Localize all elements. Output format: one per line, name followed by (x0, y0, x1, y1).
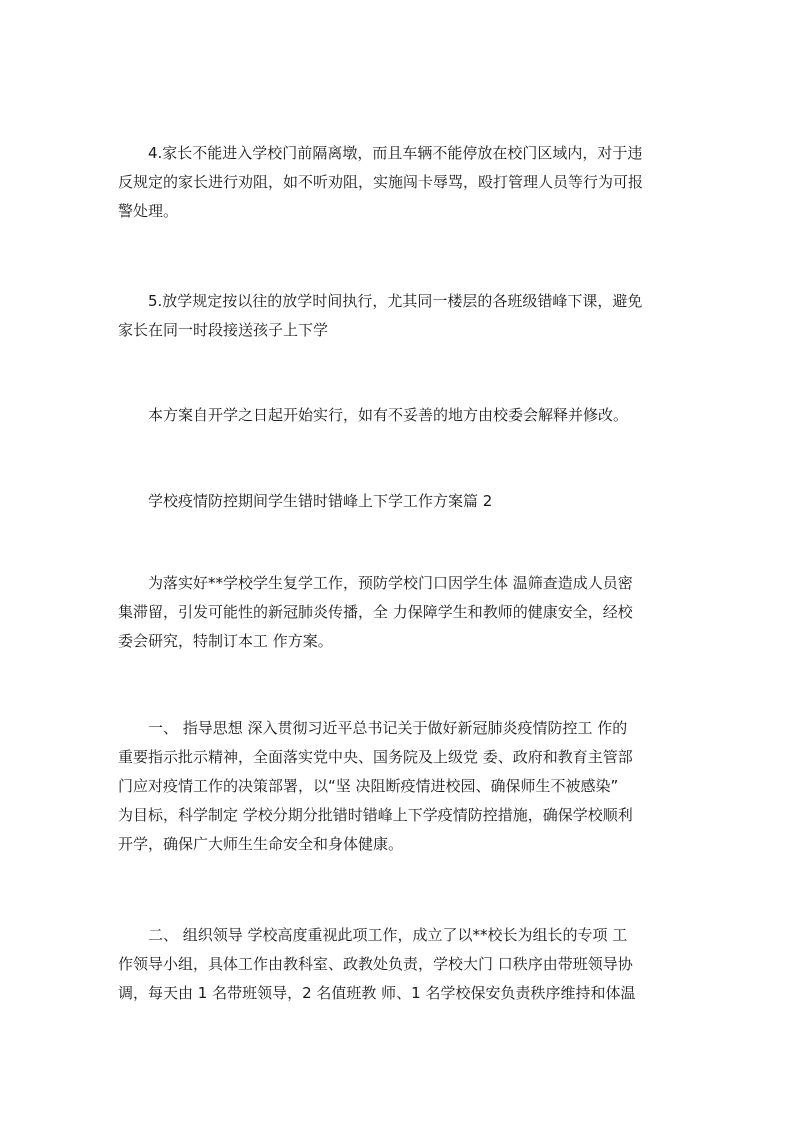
text-line: 集滞留，引发可能性的新冠肺炎传播，全 力保障学生和教师的健康安全，经校 (118, 603, 633, 621)
paragraph-parent-entry-rule (118, 139, 678, 226)
text-line: 二、 组织领导 学校高度重视此项工作，成立了以**校长为组长的专项 工 (148, 926, 628, 944)
text-line: 警处理。 (118, 202, 179, 220)
text-line: 家长在同一时段接送孩子上下学 (118, 321, 329, 339)
section-title: 学校疫情防控期间学生错时错峰上下学工作方案篇 2 (148, 492, 493, 510)
text-line: 委会研究，特制订本工 作方案。 (118, 632, 333, 650)
text-line: 本方案自开学之日起开始实行，如有不妥善的地方由校委会解释并修改。 (148, 406, 629, 424)
text-line: 门应对疫情工作的决策部署，以“坚 决阻断疫情进校园、确保师生不被感染” (118, 777, 619, 795)
text-line: 为落实好**学校学生复学工作，预防学校门口因学生体 温筛查造成人员密 (148, 574, 633, 592)
text-line: 4.家长不能进入学校门前隔离墩，而且车辆不能停放在校门区域内，对于违 (148, 144, 643, 162)
text-line: 为目标，科学制定 学校分期分批错时错峰上下学疫情防控措施，确保学校顺利 (118, 806, 633, 824)
text-line: 反规定的家长进行劝阻，如不听劝阻，实施闯卡辱骂，殴打管理人员等行为可报 (118, 173, 644, 191)
paragraph-dismissal-rule (118, 287, 678, 345)
paragraph-effective-date (118, 401, 678, 430)
text-line: 重要指示批示精神，全面落实党中央、国务院及上级党 委、政府和教育主管部 (118, 748, 633, 766)
text-line: 5.放学规定按以往的放学时间执行，尤其同一楼层的各班级错峰下课，避免 (148, 292, 643, 310)
paragraph-introduction (118, 569, 678, 656)
paragraph-organization (118, 921, 678, 1008)
text-line: 调，每天由 1 名带班领导，2 名值班教 师、1 名学校保安负责秩序维持和体温 (118, 984, 636, 1002)
text-line: 开学，确保广大师生生命安全和身体健康。 (118, 835, 404, 853)
text-line: 作领导小组，具体工作由教科室、政教处负责，学校大门 口秩序由带班领导协 (118, 955, 633, 973)
paragraph-guiding-thought (118, 714, 678, 859)
text-line: 一、 指导思想 深入贯彻习近平总书记关于做好新冠肺炎疫情防控工 作的 (148, 719, 628, 737)
